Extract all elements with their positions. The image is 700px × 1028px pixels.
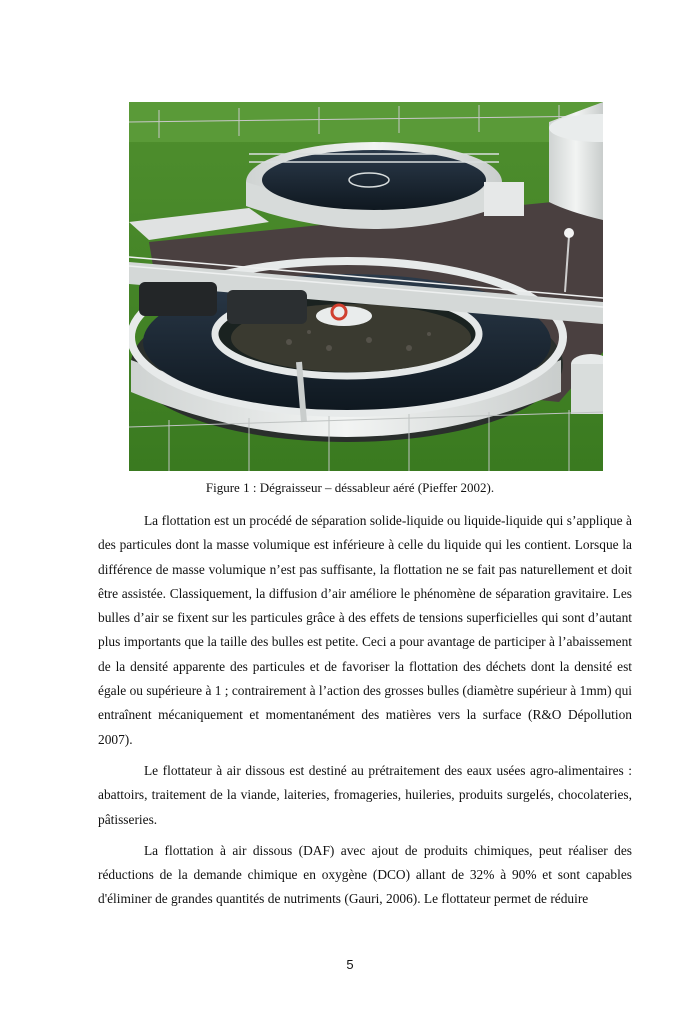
paragraph-daf-reduction: La flottation à air dissous (DAF) avec ajout de produits chimiques, peut réaliser des réductions de la demande chimique en oxygène (DCO) allant de 32% à 90% et sont capables d'éliminer de grandes quantités de nutriments (Gauri, 2006). Le flottateur permet de réduire (98, 842, 632, 907)
paragraph-flottateur-air-dissous: Le flottateur à air dissous est destiné au prétraitement des eaux usées agro-alimentaires : abattoirs, traitement de la viande, laiteries, fromageries, huileries, produits surgelés, chocolateries, pâtisseries. (98, 762, 632, 827)
paragraph-flottation-definition: La flottation est un procédé de séparation solide-liquide ou liquide-liquide qui s’applique à des particules dont la masse volumique est inférieure à celle du liquide qui les contient. Lorsque la différence de masse volumique n’est pas suffisante, la flottation ne se fait pas naturellement et doit être assistée. Classiquement, la diffusion d’air améliore le phénomène de séparation gravitaire. Les bulles d’air se fixent sur les particules grâce à des effets de tensions superficielles qui sont d’autant plus importants que la taille des bulles est petite. Ceci a pour avantage de participer à l’abaissement de la densité apparente des particules et de favoriser la flottation des déchets dont la densité est égale ou supérieure à 1 ; contrairement à l’action des grosses bulles (diamètre supérieur à 1mm) qui entraînent mécaniquement et momentanément des matières vers la surface (R&O Dépollution 2007). (98, 513, 632, 747)
body-text (98, 509, 632, 919)
figure-photo-wastewater-treatment-plant (129, 102, 603, 471)
page-number: 5 (346, 957, 354, 972)
figure-caption: Figure 1 : Dégraisseur – déssableur aéré (Pieffer 2002). (205, 480, 495, 495)
